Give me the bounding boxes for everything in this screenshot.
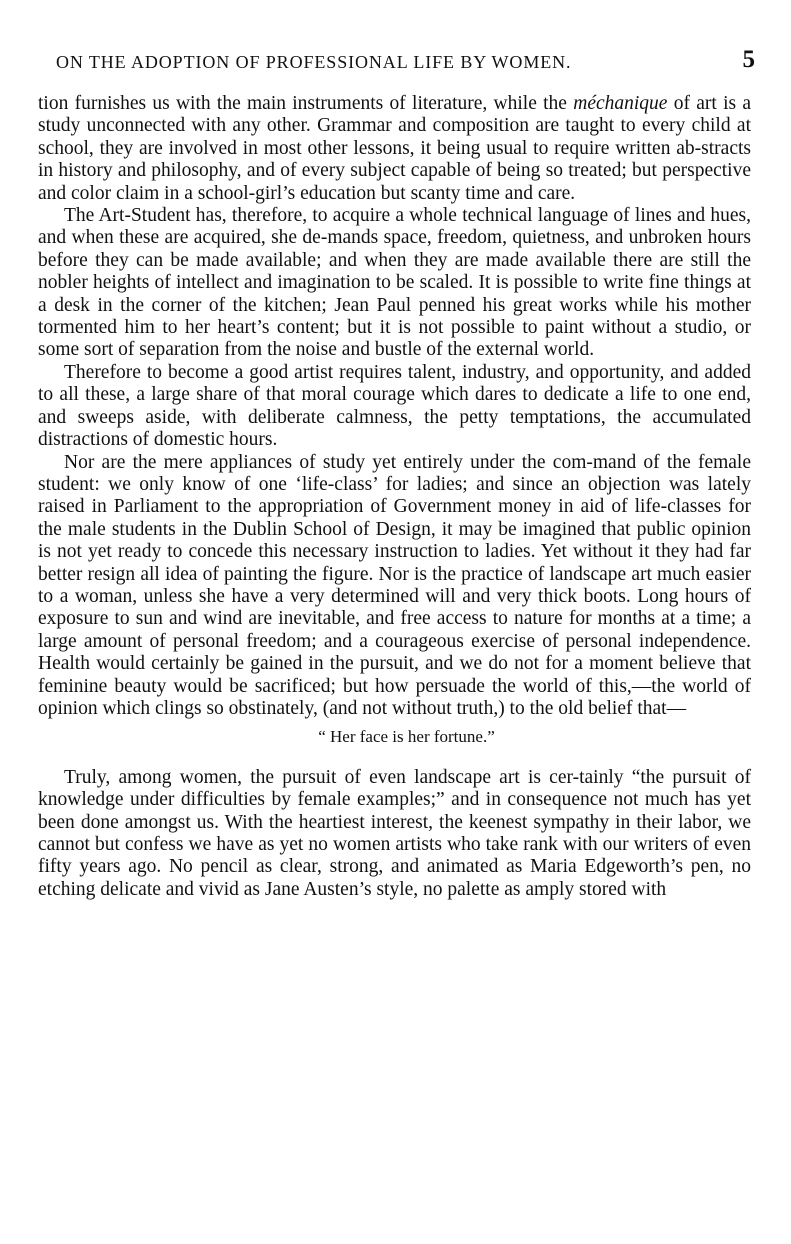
paragraph-1-rest: of art is a study unconnected with any other. Grammar and composition are taught to every child at school, they are involved in most other lessons, it being usual to require written ab-stracts in history and philosophy, and of every subject capable of being so treated; but perspective and color claim in a school-girl’s education but scanty time and care. — [38, 93, 751, 204]
paragraph-2: The Art-Student has, therefore, to acquire a whole technical language of lines and hues, and when these are acquired, she de-mands space, freedom, quietness, and unbroken hours before they can be made available; and when they are made available there are still the nobler heights of intellect and imagination to be scaled. It is possible to write fine things at a desk in the corner of the kitchen; Jean Paul penned his great works while his mother tormented him to her heart’s content; but it is not possible to paint without a studio, or some sort of separation from the noise and bustle of the external world. — [38, 205, 751, 361]
paragraph-4: Nor are the mere appliances of study yet entirely under the com-mand of the female student: we only know of one ‘life-class’ for ladies; and since an objection was lately raised in Parliament to the appropriation of Government money in aid of life-classes for the male students in the Dublin School of Design, it may be imagined that public opinion is not yet ready to concede this necessary instruction to ladies. Yet without it they had far better resign all idea of painting the figure. Nor is the practice of landscape art much easier to a woman, unless she have a very determined will and very thick boots. Long hours of exposure to sun and wind are inevitable, and free access to nature for months at a time; a large amount of personal freedom; and a courageous exercise of personal independence. Health would certainly be gained in the pursuit, and we do not for a moment believe that feminine beauty would be sacrificed; but how persuade the world of this,—the world of opinion which clings so obstinately, (and not without truth,) to the old belief that— — [38, 451, 751, 719]
block-quote: “ Her face is her fortune.” — [318, 727, 495, 747]
italic-term: méchanique — [573, 93, 668, 114]
paragraph-5: Truly, among women, the pursuit of even landscape art is cer-tainly “the pursuit of knowledge under difficulties by female examples;” and in consequence not much has yet been done amongst us. With the heartiest interest, the keenest sympathy in their labor, we cannot but confess we have as yet no women artists who take rank with our writers of even fifty years ago. No pencil as clear, strong, and animated as Maria Edgeworth’s pen, no etching delicate and vivid as Jane Austen’s style, no palette as amply stored with — [38, 766, 751, 900]
paragraph-3: Therefore to become a good artist requires talent, industry, and opportunity, and added to all these, a large share of that moral courage which dares to dedicate a life to one end, and sweeps aside, with deliberate calmness, the petty temptations, the accumulated distractions of domestic hours. — [38, 361, 751, 451]
paragraph-1-lead: tion furnishes us with the main instruments of literature, while the — [38, 93, 574, 114]
paragraph-1 — [38, 93, 751, 205]
body-text — [38, 93, 751, 901]
running-title: ON THE ADOPTION OF PROFESSIONAL LIFE BY WOMEN. — [56, 52, 572, 72]
running-header — [50, 46, 755, 76]
page-number: 5 — [742, 46, 755, 73]
